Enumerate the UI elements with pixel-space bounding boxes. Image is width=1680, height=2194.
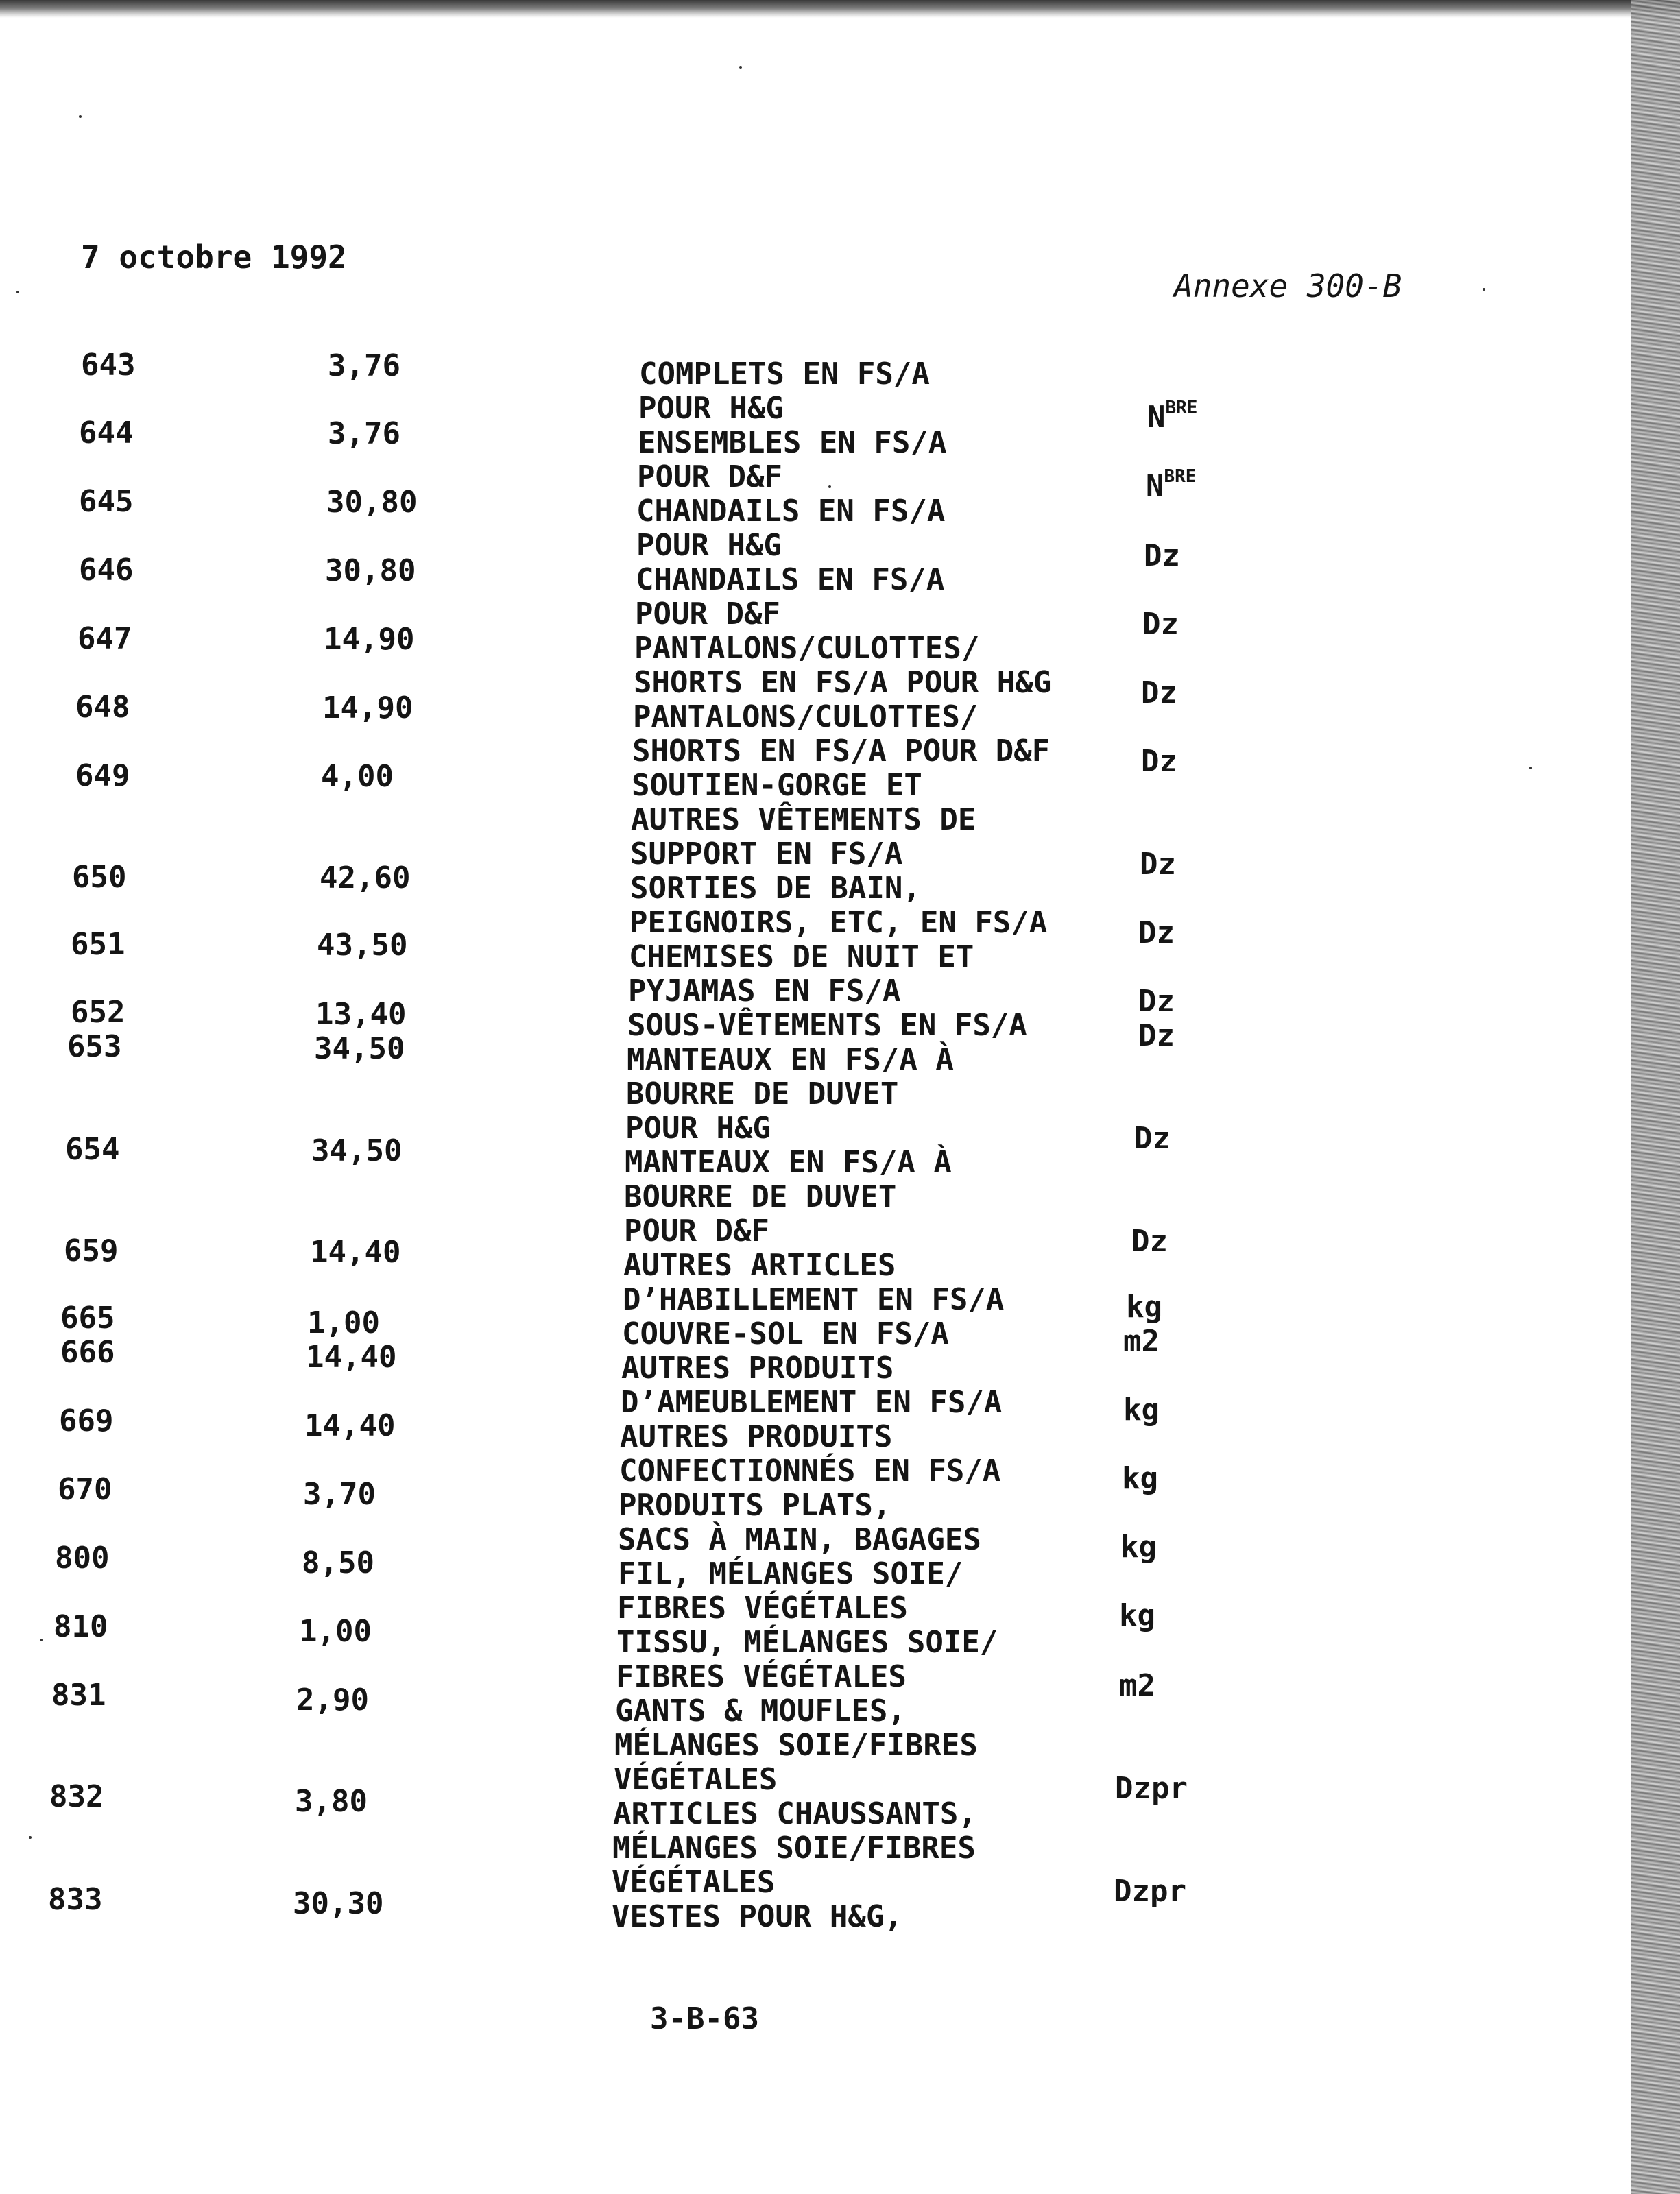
description-line: FIBRES VÉGÉTALES (617, 1591, 908, 1626)
description-line: POUR D&F (637, 459, 782, 494)
document-date: 7 octobre 1992 (81, 239, 347, 276)
description-line: VÉGÉTALES (612, 1865, 776, 1900)
description-line: SHORTS EN FS/A POUR H&G (634, 665, 1052, 700)
unit-base: Dz (1144, 538, 1180, 573)
annex-title: Annexe 300-B (1174, 267, 1402, 304)
description-line: CHANDAILS EN FS/A (636, 494, 946, 529)
unit-base: kg (1123, 1393, 1160, 1427)
unit-base: N (1146, 468, 1164, 503)
unit-base: kg (1120, 1530, 1157, 1565)
description-line: POUR H&G (625, 1111, 771, 1146)
description-line: BOURRE DE DUVET (624, 1179, 897, 1214)
tariff-code: 833 (48, 1882, 103, 1917)
description-line: MÉLANGES SOIE/FIBRES (614, 1728, 978, 1763)
description-line: CHANDAILS EN FS/A (636, 562, 945, 597)
unit-of-measure (1119, 1599, 1155, 1633)
description-line: MANTEAUX EN FS/A À (625, 1145, 952, 1180)
scan-speck (1483, 288, 1485, 291)
tariff-code: 666 (60, 1335, 115, 1370)
unit-of-measure (1141, 676, 1177, 710)
description-line: SORTIES DE BAIN, (630, 871, 921, 906)
description-line: AUTRES PRODUITS (621, 1351, 894, 1386)
description-line: SACS À MAIN, BAGAGES (618, 1522, 981, 1557)
unit-base: Dz (1134, 1121, 1171, 1156)
unit-of-measure (1138, 985, 1175, 1019)
tariff-code: 670 (58, 1472, 112, 1507)
description-line: GANTS & MOUFLES, (615, 1693, 906, 1728)
unit-base: Dz (1142, 607, 1179, 642)
tariff-code: 669 (59, 1403, 114, 1438)
unit-base: kg (1122, 1461, 1158, 1496)
tariff-code: 831 (51, 1678, 106, 1713)
tariff-code: 810 (53, 1609, 108, 1644)
unit-base: Dz (1131, 1224, 1168, 1259)
unit-of-measure (1115, 1772, 1188, 1806)
conversion-rate: 43,50 (317, 928, 408, 963)
description-line: CHEMISES DE NUIT ET (629, 939, 974, 974)
conversion-rate: 30,80 (326, 485, 418, 520)
unit-base: Dz (1138, 984, 1175, 1019)
scan-speck (29, 1836, 32, 1839)
tariff-code: 650 (72, 860, 127, 895)
tariff-code: 651 (71, 927, 125, 962)
conversion-rate: 14,90 (324, 622, 415, 657)
unit-base: N (1147, 400, 1166, 435)
description-line: AUTRES VÊTEMENTS DE (631, 802, 976, 837)
description-line: SHORTS EN FS/A POUR D&F (632, 734, 1051, 769)
unit-of-measure (1134, 1122, 1171, 1156)
scan-speck (79, 115, 82, 118)
scan-speck (1529, 767, 1532, 769)
description-line: AUTRES PRODUITS (620, 1419, 893, 1454)
scan-edge-right (1631, 0, 1680, 2194)
unit-of-measure (1146, 466, 1197, 503)
unit-of-measure (1123, 1393, 1160, 1427)
conversion-rate: 34,50 (311, 1133, 403, 1168)
unit-of-measure (1141, 745, 1177, 779)
conversion-rate: 3,80 (295, 1784, 368, 1819)
tariff-code: 646 (79, 553, 134, 588)
scan-speck (40, 1639, 43, 1641)
unit-base: m2 (1119, 1668, 1155, 1703)
description-line: FIL, MÉLANGES SOIE/ (618, 1556, 963, 1591)
description-line: ENSEMBLES EN FS/A (638, 425, 947, 460)
conversion-rate: 34,50 (314, 1031, 405, 1066)
tariff-code: 665 (60, 1301, 115, 1336)
unit-of-measure (1144, 539, 1180, 573)
unit-of-measure (1120, 1530, 1157, 1565)
unit-of-measure (1114, 1874, 1186, 1909)
unit-of-measure (1119, 1669, 1155, 1703)
unit-base: Dz (1141, 675, 1177, 710)
tariff-code: 654 (65, 1132, 120, 1167)
conversion-rate: 2,90 (296, 1683, 369, 1717)
unit-of-measure (1131, 1225, 1168, 1259)
scan-speck (739, 66, 742, 69)
description-line: SUPPORT EN FS/A (630, 836, 903, 871)
unit-of-measure (1147, 400, 1197, 435)
unit-of-measure (1142, 607, 1179, 642)
unit-base: kg (1126, 1290, 1162, 1325)
unit-of-measure (1138, 1019, 1175, 1053)
scan-speck (16, 291, 19, 293)
conversion-rate: 3,76 (328, 348, 400, 383)
description-line: FIBRES VÉGÉTALES (616, 1659, 907, 1694)
description-line: TISSU, MÉLANGES SOIE/ (616, 1625, 998, 1660)
unit-base: Dzpr (1115, 1771, 1188, 1806)
description-line: AUTRES ARTICLES (623, 1248, 896, 1283)
conversion-rate: 14,40 (304, 1408, 396, 1443)
description-line: POUR D&F (624, 1214, 769, 1249)
description-line: D’HABILLEMENT EN FS/A (623, 1282, 1005, 1317)
description-line: BOURRE DE DUVET (626, 1076, 899, 1111)
description-line: PANTALONS/CULOTTES/ (634, 631, 980, 666)
conversion-rate: 1,00 (299, 1614, 372, 1649)
description-line: PEIGNOIRS, ETC, EN FS/A (629, 905, 1048, 940)
description-line: PRODUITS PLATS, (619, 1488, 891, 1523)
conversion-rate: 14,90 (322, 690, 413, 725)
unit-base: Dz (1140, 847, 1176, 882)
description-line: MÉLANGES SOIE/FIBRES (612, 1831, 976, 1866)
tariff-code: 659 (64, 1233, 119, 1268)
description-line: COUVRE-SOL EN FS/A (622, 1316, 949, 1351)
conversion-rate: 13,40 (315, 997, 407, 1032)
conversion-rate: 1,00 (307, 1305, 380, 1340)
unit-of-measure (1140, 847, 1176, 882)
page-number: 3-B-63 (650, 2001, 759, 2036)
tariff-code: 649 (75, 758, 130, 793)
unit-of-measure (1138, 916, 1175, 950)
tariff-code: 647 (77, 621, 132, 656)
unit-of-measure (1126, 1290, 1162, 1325)
tariff-code: 643 (81, 348, 136, 383)
tariff-code: 653 (67, 1029, 122, 1064)
tariff-code: 648 (75, 690, 130, 725)
unit-superscript: BRE (1165, 398, 1198, 418)
conversion-rate: 8,50 (302, 1545, 374, 1580)
description-line: PYJAMAS EN FS/A (628, 974, 901, 1009)
description-line: POUR H&G (638, 391, 784, 426)
tariff-code: 644 (79, 415, 134, 450)
conversion-rate: 30,80 (325, 553, 416, 588)
description-line: D’AMEUBLEMENT EN FS/A (621, 1385, 1003, 1420)
description-line: COMPLETS EN FS/A (639, 357, 930, 391)
unit-base: Dzpr (1114, 1874, 1186, 1909)
description-line: SOUTIEN-GORGE ET (632, 768, 922, 803)
description-line: PANTALONS/CULOTTES/ (633, 699, 979, 734)
unit-base: Dz (1138, 915, 1175, 950)
tariff-code: 832 (49, 1779, 104, 1814)
conversion-rate: 30,30 (293, 1886, 384, 1921)
tariff-code: 652 (71, 995, 125, 1030)
unit-superscript: BRE (1164, 466, 1197, 487)
unit-base: Dz (1138, 1018, 1175, 1053)
description-line: ARTICLES CHAUSSANTS, (613, 1796, 976, 1831)
conversion-rate: 3,70 (303, 1477, 376, 1512)
description-line: POUR H&G (636, 528, 782, 563)
tariff-code: 800 (55, 1541, 110, 1576)
scan-edge-top (0, 0, 1680, 18)
description-line: POUR D&F (635, 596, 780, 631)
conversion-rate: 14,40 (306, 1340, 397, 1375)
description-line: CONFECTIONNÉS EN FS/A (619, 1454, 1001, 1488)
description-line: VÉGÉTALES (614, 1762, 778, 1797)
unit-base: m2 (1123, 1324, 1160, 1359)
conversion-rate: 14,40 (310, 1235, 401, 1270)
unit-base: kg (1119, 1598, 1155, 1633)
conversion-rate: 3,76 (328, 416, 400, 451)
tariff-code: 645 (79, 484, 134, 519)
description-line: SOUS-VÊTEMENTS EN FS/A (627, 1008, 1027, 1043)
unit-of-measure (1123, 1325, 1160, 1359)
description-line: MANTEAUX EN FS/A À (627, 1042, 954, 1077)
unit-of-measure (1122, 1462, 1158, 1496)
scan-speck (828, 485, 831, 488)
conversion-rate: 4,00 (321, 759, 394, 794)
conversion-rate: 42,60 (320, 860, 411, 895)
description-line: VESTES POUR H&G, (612, 1899, 902, 1934)
unit-base: Dz (1141, 744, 1177, 779)
